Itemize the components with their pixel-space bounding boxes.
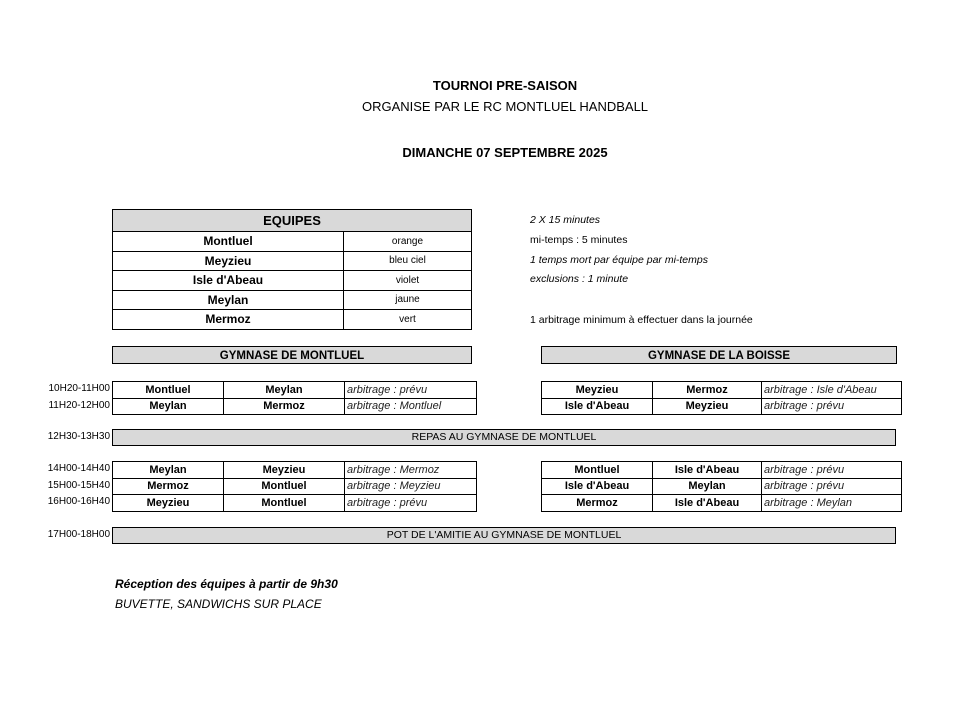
match-row <box>542 462 902 479</box>
rule-text: 1 temps mort par équipe par mi-temps <box>530 254 708 266</box>
referee: arbitrage : Meyzieu <box>345 478 477 495</box>
rule-text: mi-temps : 5 minutes <box>530 234 628 246</box>
team-name: Meyzieu <box>113 251 344 271</box>
away-team: Montluel <box>224 478 345 495</box>
match-row <box>542 495 902 512</box>
team-row <box>113 290 472 310</box>
home-team: Isle d'Abeau <box>542 398 653 415</box>
home-team: Mermoz <box>542 495 653 512</box>
match-time: 15H00-15H40 <box>47 479 110 491</box>
team-color: vert <box>344 310 472 330</box>
match-table-right <box>541 381 902 415</box>
team-color: violet <box>344 271 472 291</box>
match-table-left <box>112 381 477 415</box>
rule-text: exclusions : 1 minute <box>530 273 629 285</box>
home-team: Meyzieu <box>542 382 653 399</box>
team-name: Isle d'Abeau <box>113 271 344 291</box>
team-row <box>113 310 472 330</box>
lunch-time: 12H30-13H30 <box>47 431 110 442</box>
away-team: Isle d'Abeau <box>653 462 762 479</box>
team-color: orange <box>344 232 472 252</box>
team-row <box>113 251 472 271</box>
home-team: Montluel <box>113 382 224 399</box>
match-time: 11H20-12H00 <box>48 399 110 411</box>
match-row <box>542 382 902 399</box>
match-time: 10H20-11H00 <box>48 383 110 394</box>
referee: arbitrage : Montluel <box>345 398 477 415</box>
away-team: Montluel <box>224 495 345 512</box>
home-team: Meyzieu <box>113 495 224 512</box>
match-row <box>542 398 902 415</box>
rule-text: 2 X 15 minutes <box>530 214 601 226</box>
team-color: jaune <box>344 290 472 310</box>
teams-table <box>112 209 472 330</box>
match-table-left <box>112 461 477 512</box>
home-team: Montluel <box>542 462 653 479</box>
match-row <box>113 495 477 512</box>
closing-time: 17H00-18H00 <box>47 529 110 540</box>
team-name: Montluel <box>113 232 344 252</box>
match-row <box>113 398 477 415</box>
teams-heading: EQUIPES <box>113 210 472 232</box>
team-row <box>113 271 472 291</box>
team-name: Mermoz <box>113 310 344 330</box>
gym-right-heading: GYMNASE DE LA BOISSE <box>541 346 897 364</box>
page-subtitle: ORGANISE PAR LE RC MONTLUEL HANDBALL <box>361 99 649 114</box>
referee: arbitrage : prévu <box>762 462 902 479</box>
referee: arbitrage : Mermoz <box>345 462 477 479</box>
referee: arbitrage : Meylan <box>762 495 902 512</box>
match-time: 16H00-16H40 <box>47 496 110 507</box>
team-color: bleu ciel <box>344 251 472 271</box>
match-table-right <box>541 461 902 512</box>
away-team: Meylan <box>653 478 762 495</box>
team-row <box>113 232 472 252</box>
referee: arbitrage : prévu <box>345 382 477 399</box>
gym-left-heading: GYMNASE DE MONTLUEL <box>112 346 472 364</box>
referee: arbitrage : prévu <box>762 478 902 495</box>
away-team: Mermoz <box>653 382 762 399</box>
away-team: Isle d'Abeau <box>653 495 762 512</box>
referee: arbitrage : prévu <box>762 398 902 415</box>
event-date: DIMANCHE 07 SEPTEMBRE 2025 <box>402 145 608 160</box>
lunch-bar: REPAS AU GYMNASE DE MONTLUEL <box>112 429 896 446</box>
referee: arbitrage : Isle d'Abeau <box>762 382 902 399</box>
home-team: Isle d'Abeau <box>542 478 653 495</box>
match-time: 14H00-14H40 <box>47 463 110 474</box>
match-row <box>113 478 477 495</box>
away-team: Meylan <box>224 382 345 399</box>
team-name: Meylan <box>113 290 344 310</box>
away-team: Meyzieu <box>653 398 762 415</box>
referee: arbitrage : prévu <box>345 495 477 512</box>
match-row <box>113 462 477 479</box>
closing-bar: POT DE L'AMITIE AU GYMNASE DE MONTLUEL <box>112 527 896 544</box>
away-team: Mermoz <box>224 398 345 415</box>
home-team: Mermoz <box>113 478 224 495</box>
page-title: TOURNOI PRE-SAISON <box>432 78 578 93</box>
away-team: Meyzieu <box>224 462 345 479</box>
home-team: Meylan <box>113 398 224 415</box>
match-row <box>542 478 902 495</box>
rule-text: 1 arbitrage minimum à effectuer dans la journée <box>530 314 753 326</box>
match-row <box>113 382 477 399</box>
footer-reception: Réception des équipes à partir de 9h30 <box>115 577 338 591</box>
home-team: Meylan <box>113 462 224 479</box>
footer-buvette: BUVETTE, SANDWICHS SUR PLACE <box>115 597 322 611</box>
